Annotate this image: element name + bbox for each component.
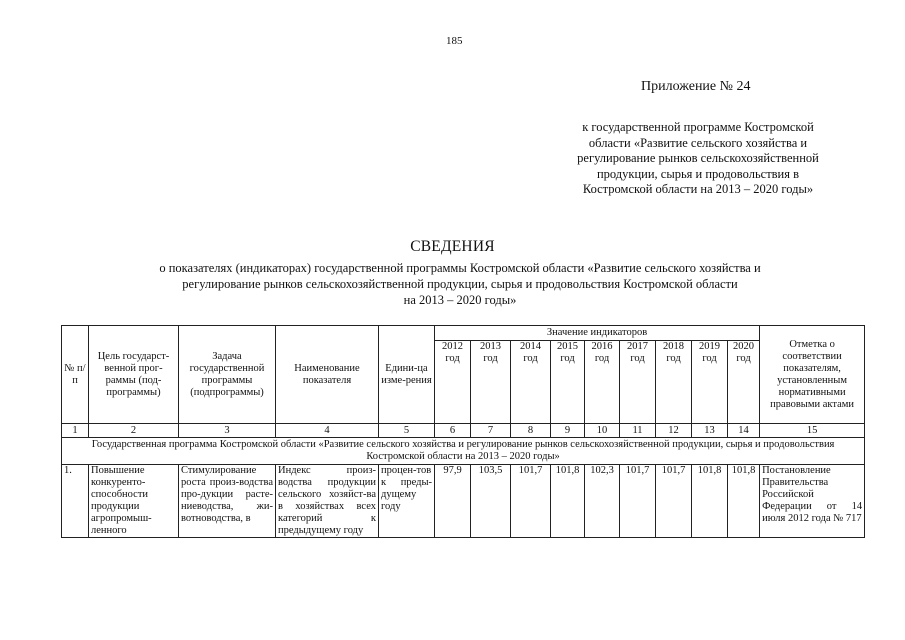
row-value: 101,7: [656, 465, 692, 538]
annex-reference: [548, 120, 848, 198]
indicators-table: [61, 325, 865, 538]
column-number: 5: [379, 424, 435, 438]
header-year: 2018 год: [656, 341, 692, 424]
header-year: 2019 год: [692, 341, 728, 424]
row-unit: процен-тов к преды-дущему году: [379, 465, 435, 538]
row-goal: Повышение конкуренто-способности продукции агропромыш-ленного: [89, 465, 179, 538]
page-number: 185: [446, 35, 463, 47]
annex-line: области «Развитие сельского хозяйства и: [588, 135, 808, 150]
column-number: 6: [435, 424, 471, 438]
annex-title: Приложение № 24: [641, 79, 751, 94]
column-number: 1: [62, 424, 89, 438]
column-number: 9: [551, 424, 585, 438]
annex-line: к государственной программе Костромской: [582, 120, 814, 134]
row-task: Стимулирование роста произ-водства про-дукции расте-ниеводства, жи-вотноводства, в: [179, 465, 276, 538]
header-task: Задача государственной программы (подпрограммы): [179, 326, 276, 424]
row-value: 102,3: [585, 465, 620, 538]
row-value: 103,5: [471, 465, 511, 538]
row-value: 101,8: [692, 465, 728, 538]
table-row: [62, 465, 865, 538]
header-year: 2017 год: [620, 341, 656, 424]
header-year: 2016 год: [585, 341, 620, 424]
header-year: 2013 год: [471, 341, 511, 424]
annex-line: Костромской области на 2013 – 2020 годы»: [582, 182, 814, 196]
row-value: 101,8: [728, 465, 760, 538]
column-number: 7: [471, 424, 511, 438]
section-title: Государственная программа Костромской области «Развитие сельского хозяйства и регулирование рынков сельскохозяйственной продукции, сырья и продовольствия Костромской области на 2013 – 2020 годы»: [62, 438, 865, 465]
document-subtitle: [60, 260, 860, 308]
row-num: 1.: [62, 465, 89, 538]
header-year: 2015 год: [551, 341, 585, 424]
header-indicator: Наименование показателя: [276, 326, 379, 424]
row-value: 101,7: [620, 465, 656, 538]
column-number: 2: [89, 424, 179, 438]
row-indicator: Индекс произ-водства продукции сельского хозяйст-ва в хозяйствах всех категорий к предыдущему году: [276, 465, 379, 538]
header-unit: Едини-ца изме-рения: [379, 326, 435, 424]
column-number: 10: [585, 424, 620, 438]
column-number: 14: [728, 424, 760, 438]
row-value: 101,7: [511, 465, 551, 538]
header-year: 2012 год: [435, 341, 471, 424]
column-number-row: [62, 424, 865, 438]
column-number: 4: [276, 424, 379, 438]
annex-line: регулирование рынков сельскохозяйственной: [577, 151, 819, 165]
column-number: 3: [179, 424, 276, 438]
subtitle-line: о показателях (индикаторах) государственной программы Костромской области «Развитие сельского хозяйства и: [159, 261, 761, 275]
header-year: 2014 год: [511, 341, 551, 424]
header-goal: Цель государст-венной прог-раммы (под-программы): [89, 326, 179, 424]
column-number: 13: [692, 424, 728, 438]
row-value: 97,9: [435, 465, 471, 538]
column-number: 15: [760, 424, 865, 438]
column-number: 12: [656, 424, 692, 438]
column-number: 8: [511, 424, 551, 438]
header-num: № п/ п: [62, 326, 89, 424]
row-note: Постановление Правительства Российской Федерации от 14 июля 2012 года № 717: [760, 465, 865, 538]
annex-line: продукции, сырья и продовольствия в: [596, 166, 800, 181]
header-year: 2020 год: [728, 341, 760, 424]
header-values-group: Значение индикаторов: [435, 326, 760, 341]
document-title: СВЕДЕНИЯ: [410, 238, 495, 255]
row-value: 101,8: [551, 465, 585, 538]
subtitle-line: на 2013 – 2020 годы»: [403, 293, 517, 307]
subtitle-line: регулирование рынков сельскохозяйственной продукции, сырья и продовольствия Костромской области: [182, 277, 738, 291]
column-number: 11: [620, 424, 656, 438]
header-note: Отметка о соответствии показателям, установленным нормативными правовыми актами: [760, 326, 865, 424]
